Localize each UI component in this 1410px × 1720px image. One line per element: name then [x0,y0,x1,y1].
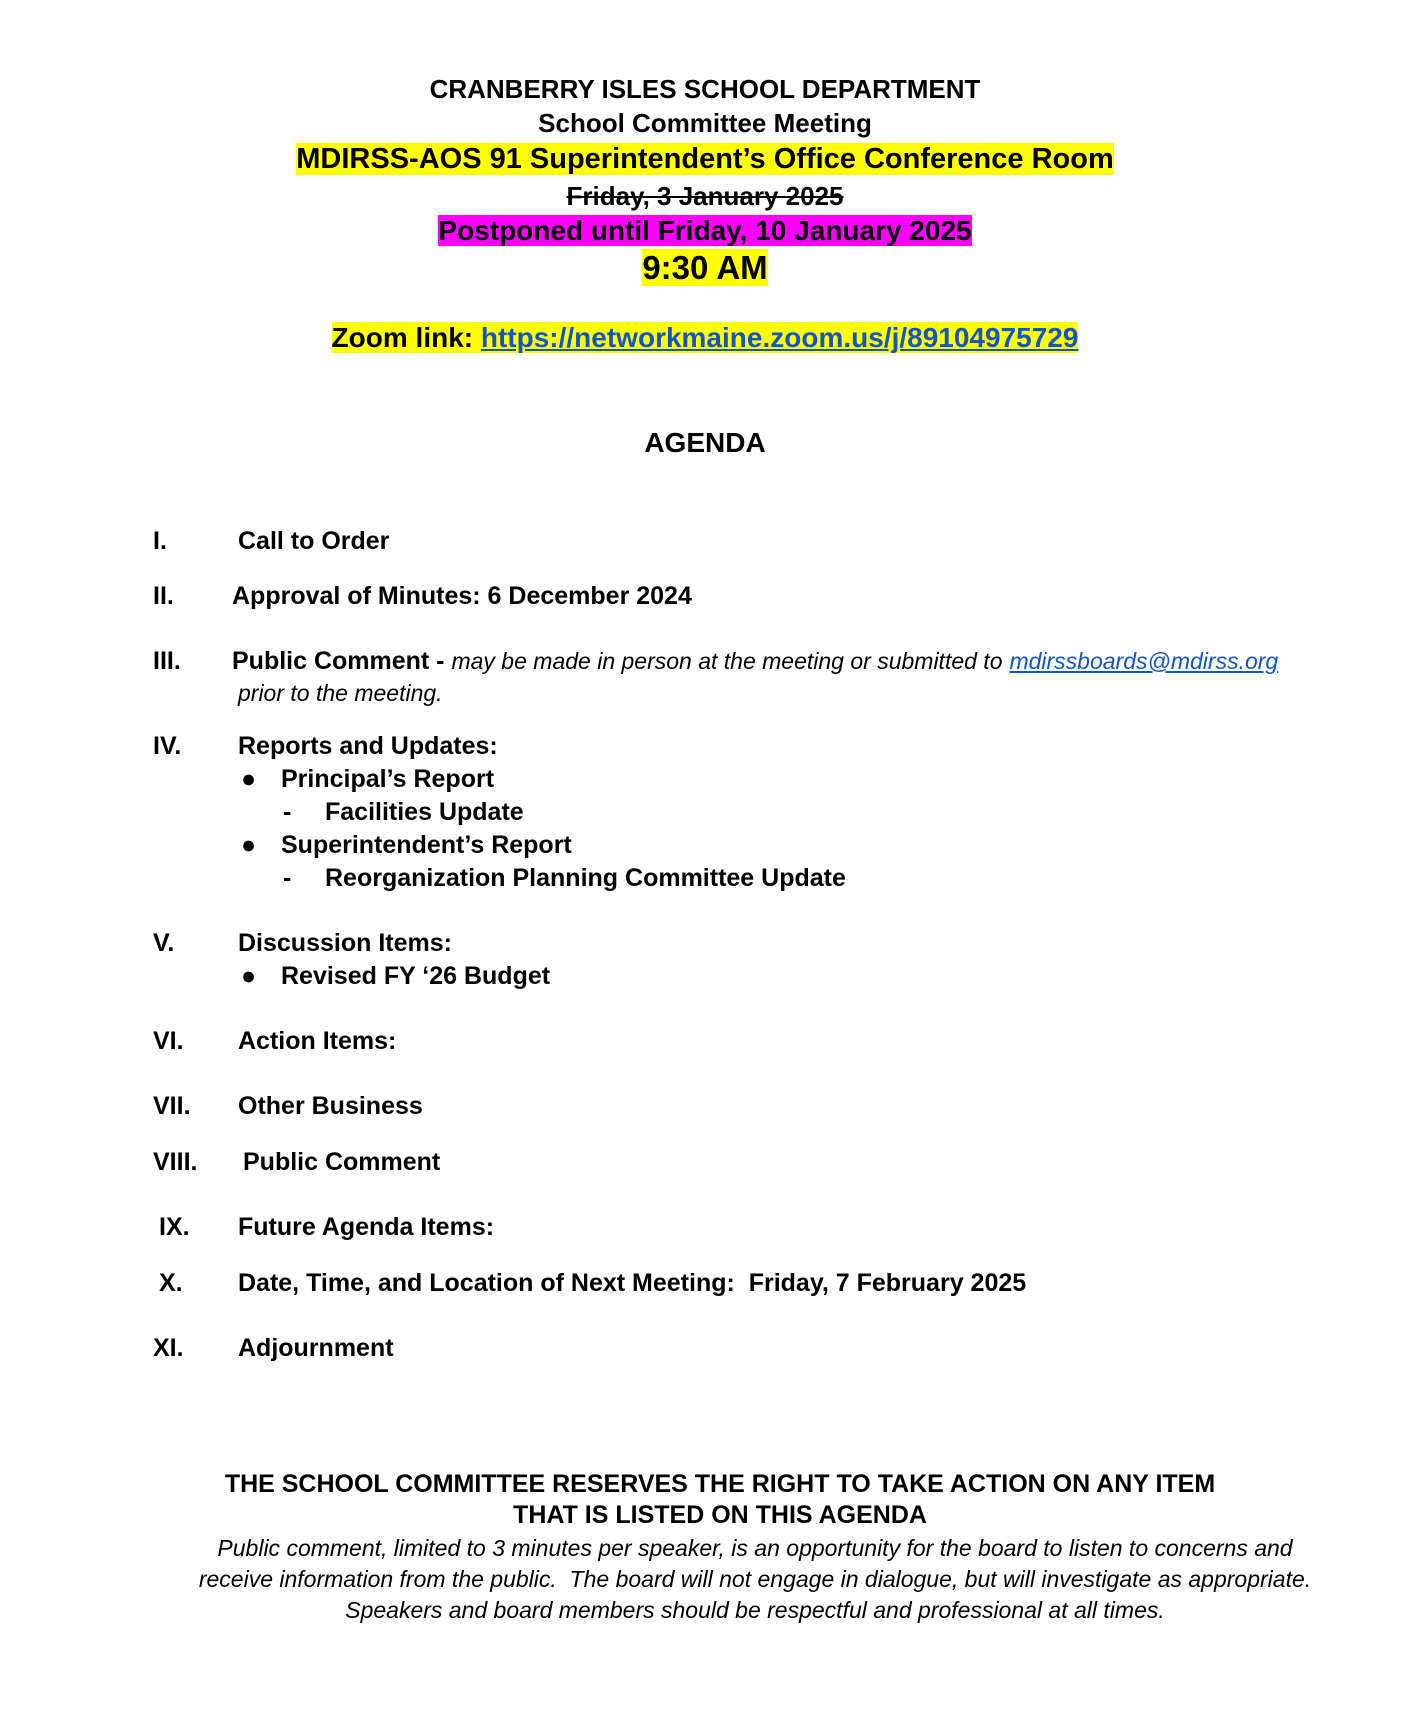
department-text: CRANBERRY ISLES SCHOOL DEPARTMENT [429,74,981,104]
item-future-agenda-items: Future Agenda Items: [238,1213,495,1241]
item-number: II. [153,582,174,610]
bullet-icon: ● [241,765,257,793]
item-number: VIII. [153,1148,198,1176]
postponed-text: Postponed until Friday, 10 January 2025 [438,215,972,246]
item-approval-of-minutes: Approval of Minutes: 6 December 2024 [232,582,692,610]
footer-note-line-3: Speakers and board members should be respectful and professional at all times. [345,1597,1165,1623]
item-number: IX. [159,1213,190,1241]
facilities-update: Facilities Update [325,798,524,826]
public-comment-note: may be made in person at the meeting or submitted to [451,648,1003,674]
postponed-line [0,215,1410,247]
item-number: V. [153,929,175,957]
item-action-items: Action Items: [238,1027,397,1055]
reorganization-update: Reorganization Planning Committee Update [325,864,846,892]
item-number: VII. [153,1092,191,1120]
revised-budget: Revised FY ‘26 Budget [281,962,551,990]
meeting-text: School Committee Meeting [538,108,872,138]
bullet-icon: ● [241,962,257,990]
item-reports-and-updates: Reports and Updates: [238,732,498,760]
principals-report: Principal’s Report [281,765,495,793]
item-number: VI. [153,1027,184,1055]
public-comment-label: Public Comment - [232,647,445,675]
bullet-icon: ● [241,831,257,859]
item-call-to-order: Call to Order [238,527,390,555]
item-number: X. [159,1269,183,1297]
dash-icon: - [283,864,292,892]
zoom-line [0,322,1410,354]
location-text: MDIRSS-AOS 91 Superintendent’s Office Conference Room [296,143,1114,175]
original-date-line [0,181,1410,212]
item-number: IV. [153,732,182,760]
zoom-label: Zoom link: [331,322,474,353]
footer-note-line-2: receive information from the public. The board will not engage in dialogue, but will investigate as appropriate. [198,1566,1312,1592]
item-discussion-items: Discussion Items: [238,929,452,957]
item-number: III. [153,647,181,675]
time-text: 9:30 AM [642,249,768,286]
superintendents-report: Superintendent’s Report [281,831,572,859]
location-line [0,143,1410,176]
item-other-business: Other Business [238,1092,423,1120]
item-next-meeting: Date, Time, and Location of Next Meeting: Friday, 7 February 2025 [238,1269,1027,1297]
item-adjournment: Adjournment [238,1334,394,1362]
item-public-comment [232,647,1278,676]
item-number: XI. [153,1334,184,1362]
footer-statement-line-1: THE SCHOOL COMMITTEE RESERVES THE RIGHT TO TAKE ACTION ON ANY ITEM [224,1470,1216,1498]
dash-icon: - [283,798,292,826]
time-line [0,249,1410,287]
item-public-comment-2: Public Comment [243,1148,441,1176]
email-link[interactable]: mdirssboards@mdirss.org [1009,648,1279,674]
item-number: I. [153,527,167,555]
meeting-title [0,108,1410,139]
zoom-link[interactable]: https://networkmaine.zoom.us/j/89104975729 [480,322,1079,353]
footer-statement-line-2: THAT IS LISTED ON THIS AGENDA [513,1501,927,1529]
original-date-text: Friday, 3 January 2025 [566,181,844,211]
department-title [0,74,1410,105]
agenda-title [0,427,1410,459]
agenda-title-text: AGENDA [644,427,766,458]
footer-note-line-1: Public comment, limited to 3 minutes per speaker, is an opportunity for the board to listen to concerns and [217,1535,1293,1561]
zoom-highlight [332,322,1079,353]
public-comment-note-continued: prior to the meeting. [238,680,443,706]
